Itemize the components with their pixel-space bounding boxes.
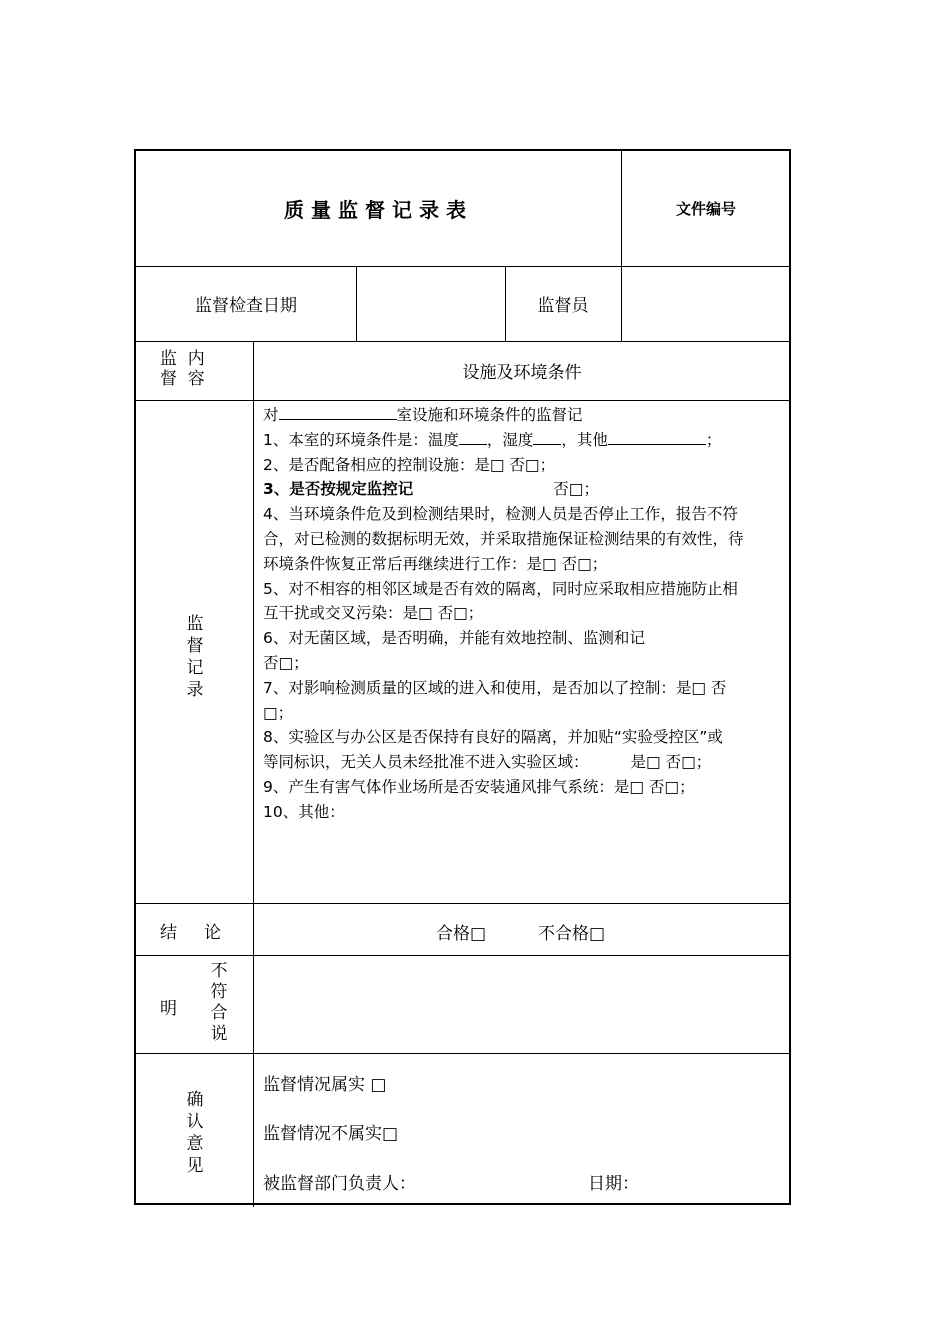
conclusion-label: 结 论 xyxy=(160,923,222,943)
record-item-5-line2: 互干扰或交叉污染：是□ 否□； xyxy=(263,604,484,623)
nonconformity-label: 不符合说 xyxy=(210,961,228,1044)
row-divider xyxy=(136,1053,789,1054)
inspection-date-label: 监督检查日期 xyxy=(195,296,297,316)
inspection-date-field[interactable] xyxy=(356,266,505,341)
record-item-2: 2、是否配备相应的控制设施：是□ 否□； xyxy=(263,455,556,474)
confirm-label: 确认意见 xyxy=(186,1090,204,1176)
record-item-7-line2: □； xyxy=(263,703,294,722)
col-divider xyxy=(253,341,254,1207)
record-item-8-line2: 等同标识，无关人员未经批准不进入实验区域： 是□ 否□； xyxy=(263,753,712,772)
supervisor-label: 监督员 xyxy=(537,296,589,316)
record-item-7-line1: 7、对影响检测质量的区域的进入和使用，是否加以了控制：是□ 否 xyxy=(263,678,727,697)
record-item-4-line1: 4、当环境条件危及到检测结果时，检测人员是否停止工作，报告不符 xyxy=(263,505,738,524)
record-item-5-line1: 5、对不相容的相邻区域是否有效的隔离，同时应采取相应措施防止相 xyxy=(263,579,738,598)
record-item-3: 3、是否按规定监控记 否□； xyxy=(263,480,599,499)
record-item-4-line3: 环境条件恢复正常后再继续进行工作：是□ 否□； xyxy=(263,554,608,573)
room-blank[interactable] xyxy=(279,404,397,420)
nonconformity-label-left: 明 xyxy=(160,999,177,1019)
form-title: 质量监督记录表 xyxy=(284,198,473,222)
record-item-10: 10、其他： xyxy=(263,802,345,821)
content-label-line1: 监 内 xyxy=(160,349,205,369)
temperature-blank[interactable] xyxy=(459,429,487,445)
responsible-person-label: 被监督部门负责人： xyxy=(263,1174,416,1194)
content-label-line2: 督 容 xyxy=(160,369,205,389)
fail-checkbox[interactable]: 不合格□ xyxy=(538,924,606,944)
confirm-date-label: 日期： xyxy=(588,1174,639,1194)
record-item-1: 1、本室的环境条件是：温度 ，湿度 ，其他 ； xyxy=(263,430,722,449)
content-heading: 设施及环境条件 xyxy=(462,363,582,383)
row-divider xyxy=(136,400,789,401)
other-blank[interactable] xyxy=(608,429,706,445)
record-items xyxy=(263,403,793,825)
record-intro: 对 室设施和环境条件的监督记 xyxy=(263,406,583,424)
row-divider xyxy=(136,903,789,904)
record-item-8-line1: 8、实验区与办公区是否保持有良好的隔离，并加贴“实验受控区”或 xyxy=(263,728,723,747)
record-item-4-line2: 合，对已检测的数据标明无效，并采取措施保证检测结果的有效性，待 xyxy=(263,529,744,548)
humidity-blank[interactable] xyxy=(533,429,561,445)
record-item-6-line1: 6、对无菌区域，是否明确，并能有效地控制、监测和记 xyxy=(263,629,645,648)
pass-checkbox[interactable]: 合格□ xyxy=(436,924,487,944)
confirm-true-checkbox[interactable]: 监督情况属实 □ xyxy=(263,1075,387,1095)
record-label: 监督记录 xyxy=(186,614,204,700)
document-number-label: 文件编号 xyxy=(675,200,736,218)
record-item-9: 9、产生有害气体作业场所是否安装通风排气系统：是□ 否□； xyxy=(263,777,695,796)
supervisor-field[interactable] xyxy=(621,266,791,341)
record-item-6-line2: 否□； xyxy=(263,653,309,672)
supervision-record-form xyxy=(134,149,791,1205)
nonconformity-field[interactable] xyxy=(253,955,791,1053)
confirm-false-checkbox[interactable]: 监督情况不属实□ xyxy=(263,1124,399,1144)
